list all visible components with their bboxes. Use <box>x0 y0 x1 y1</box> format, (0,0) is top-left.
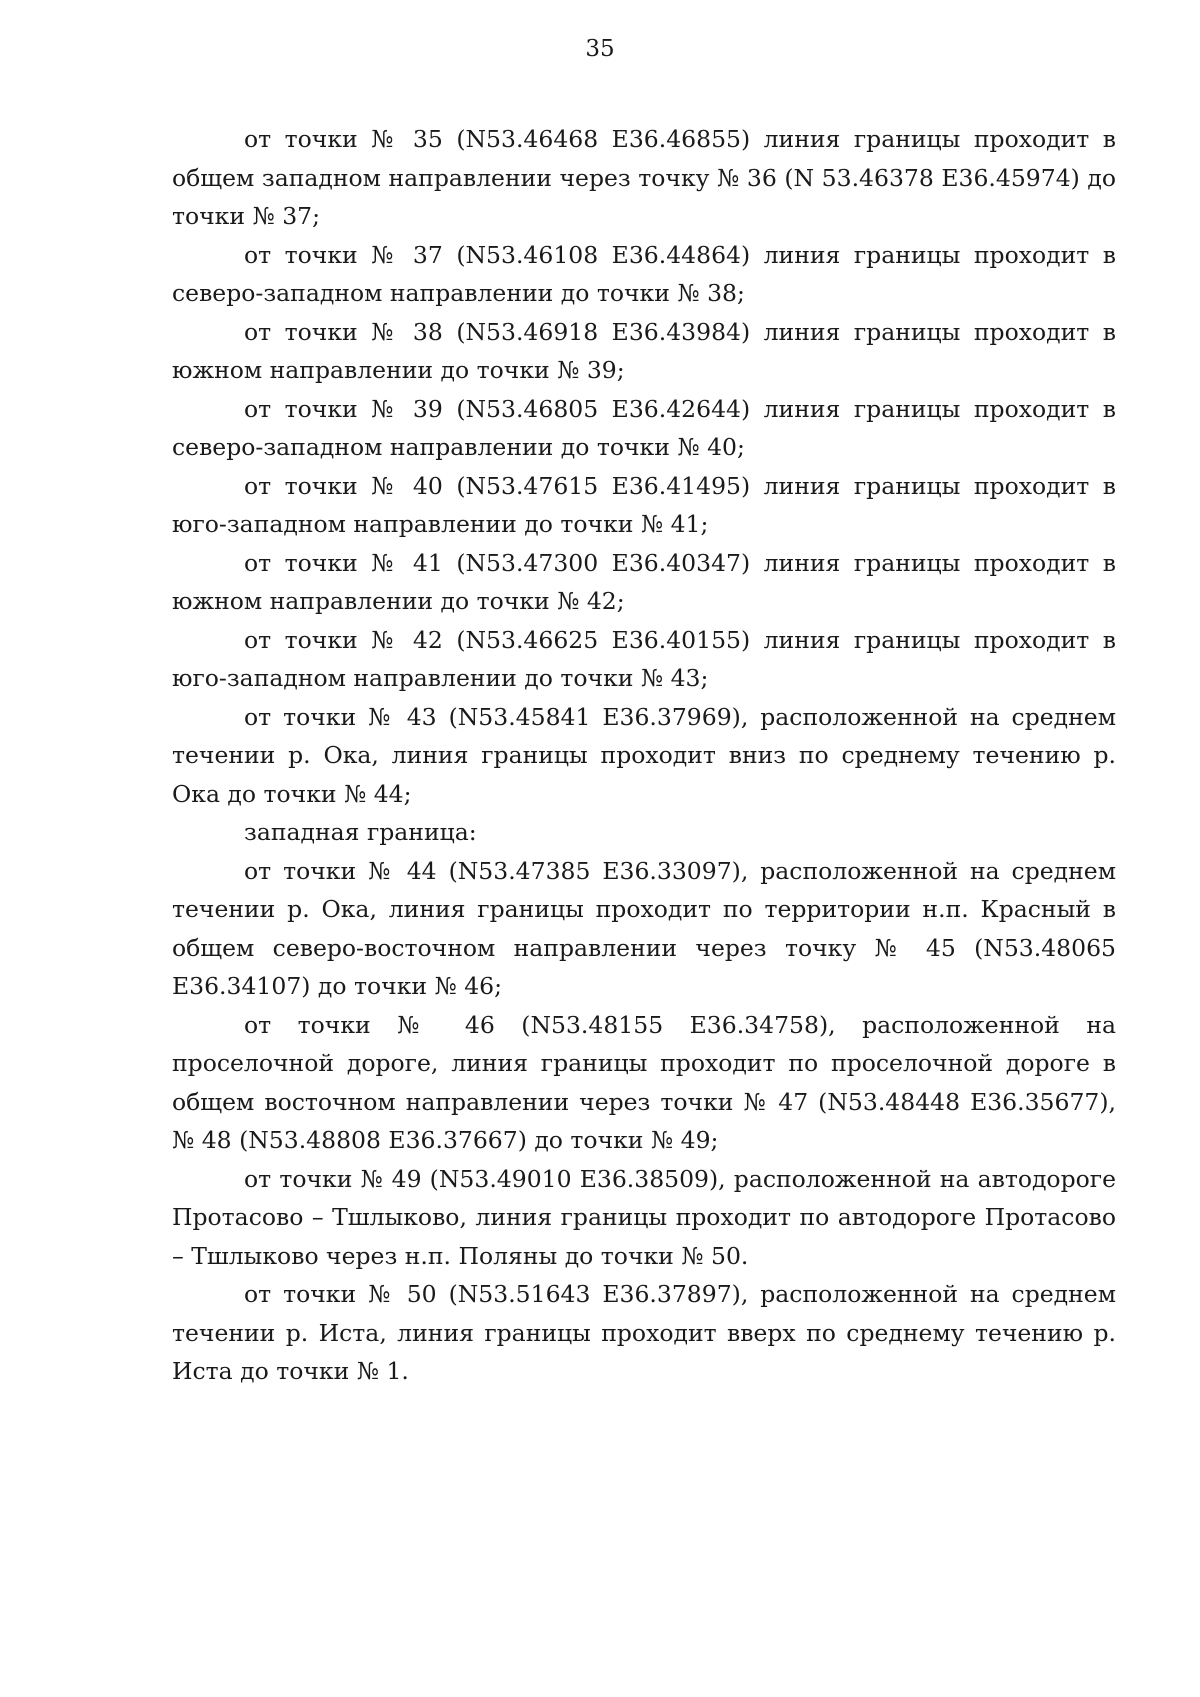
paragraph-point-41: от точки № 41 (N53.47300 E36.40347) линия границы проходит в южном направлении до точки № 42; <box>172 548 1116 615</box>
paragraph-point-43: от точки № 43 (N53.45841 E36.37969), расположенной на среднем течении р. Ока, линия границы проходит вниз по среднему течению р. Ока до точки № 44; <box>172 702 1116 808</box>
page-number: 35 <box>585 36 615 62</box>
paragraph-point-35: от точки № 35 (N53.46468 E36.46855) линия границы проходит в общем западном направлении через точку № 36 (N 53.46378 E36.45974) до точки № 37; <box>172 125 1116 230</box>
paragraph-point-39: от точки № 39 (N53.46805 E36.42644) линия границы проходит в северо-западном направлении до точки № 40; <box>172 394 1116 461</box>
paragraph-point-44: от точки № 44 (N53.47385 E36.33097), расположенной на среднем течении р. Ока, линия границы проходит по территории н.п. Красный в общем северо-восточном направлении через точку № 45 (N53.48065 E36.34107) до точки № 46; <box>172 856 1116 1000</box>
paragraph-point-50: от точки № 50 (N53.51643 E36.37897), расположенной на среднем течении р. Иста, линия границы проходит вверх по среднему течению р. Иста до точки № 1. <box>172 1280 1116 1385</box>
section-heading-western-border: западная граница: <box>244 818 477 846</box>
paragraph-point-38: от точки № 38 (N53.46918 E36.43984) линия границы проходит в южном направлении до точки № 39; <box>172 317 1116 384</box>
document-body <box>172 120 1116 1391</box>
paragraph-point-37: от точки № 37 (N53.46108 E36.44864) линия границы проходит в северо-западном направлении до точки № 38; <box>172 240 1116 307</box>
paragraph-point-40: от точки № 40 (N53.47615 E36.41495) линия границы проходит в юго-западном направлении до точки № 41; <box>172 471 1116 538</box>
paragraph-point-49: от точки № 49 (N53.49010 E36.38509), расположенной на автодороге Протасово – Тшлыково, линия границы проходит по автодороге Протасово – Тшлыково через н.п. Поляны до точки № 50. <box>172 1164 1116 1270</box>
paragraph-point-42: от точки № 42 (N53.46625 E36.40155) линия границы проходит в юго-западном направлении до точки № 43; <box>172 625 1116 692</box>
paragraph-point-46: от точки № 46 (N53.48155 E36.34758), расположенной на проселочной дороге, линия границы проходит по проселочной дороге в общем восточном направлении через точки № 47 (N53.48448 E36.35677), № 48 (N53.48808 E36.37667) до точки № 49; <box>172 1010 1116 1154</box>
